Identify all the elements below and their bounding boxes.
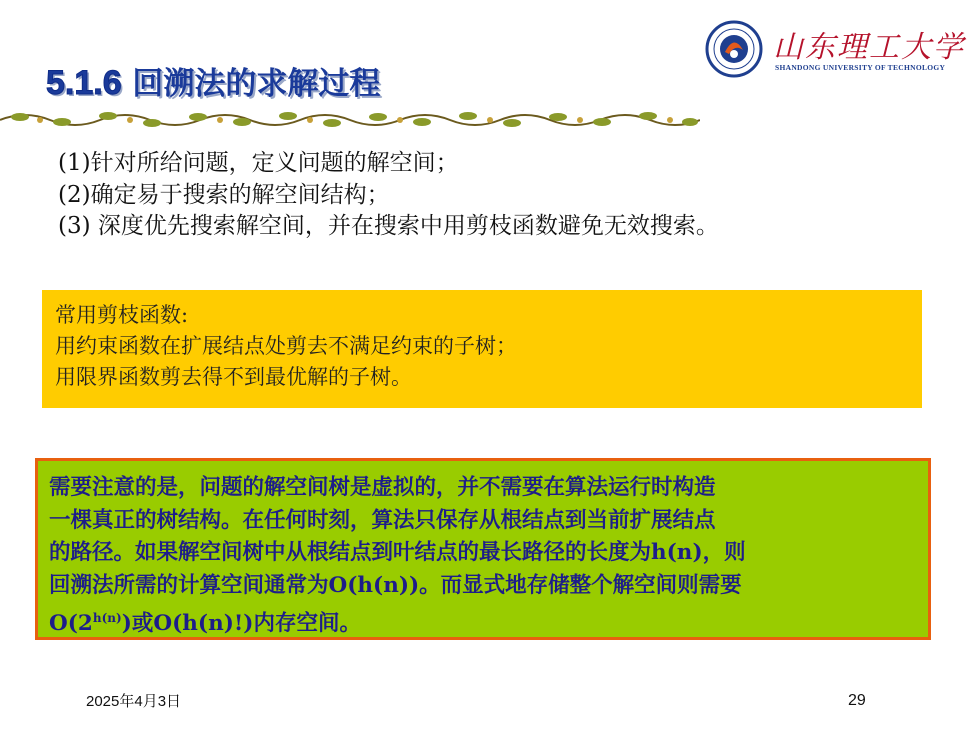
step-1: (1)针对所给问题，定义问题的解空间； <box>58 150 459 176</box>
note-line-2: 一棵真正的树结构。在任何时刻，算法只保存从根结点到当前扩展结点 <box>49 507 716 533</box>
university-name-en: SHANDONG UNIVERSITY OF TECHNOLOGY <box>775 63 946 72</box>
note-line-3: 的路径。如果解空间树中从根结点到叶结点的最长路径的长度为h(n)，则 <box>49 540 746 565</box>
page-number: 29 <box>848 692 866 709</box>
university-logo <box>705 18 965 78</box>
note-line-5-post: )或O(h(n)!)内存空间。 <box>121 611 361 636</box>
section-title: 回溯法的求解过程 <box>132 66 381 102</box>
note-line-4: 回溯法所需的计算空间通常为O(h(n))。而显式地存储整个解空间则需要 <box>49 572 742 598</box>
step-2: (2)确定易于搜索的解空间结构； <box>58 181 390 208</box>
pruning-line-1: 用约束函数在扩展结点处剪去不满足约束的子树； <box>55 334 517 358</box>
note-line-5-sup: h(n) <box>92 611 122 625</box>
note-line-5-pre: O(2 <box>49 611 93 636</box>
section-number: 5.1.6 <box>46 64 122 102</box>
pruning-line-2: 用限界函数剪去得不到最优解的子树。 <box>55 365 412 389</box>
university-seal-icon <box>705 20 763 78</box>
pruning-functions-box <box>42 290 922 408</box>
decorative-vine-divider <box>0 108 700 130</box>
note-box <box>35 458 931 640</box>
pruning-heading: 常用剪枝函数: <box>55 303 189 327</box>
university-name-cn: 山东理工大学 <box>773 30 965 65</box>
step-3: (3) 深度优先搜索解空间，并在搜索中用剪枝函数避免无效搜索。 <box>58 213 719 239</box>
solution-steps <box>58 148 938 243</box>
footer-date: 2025年4月3日 <box>86 693 182 710</box>
note-line-1: 需要注意的是，问题的解空间树是虚拟的，并不需要在算法运行时构造 <box>49 475 716 500</box>
slide-title <box>46 58 380 103</box>
note-line-5 <box>49 602 928 641</box>
